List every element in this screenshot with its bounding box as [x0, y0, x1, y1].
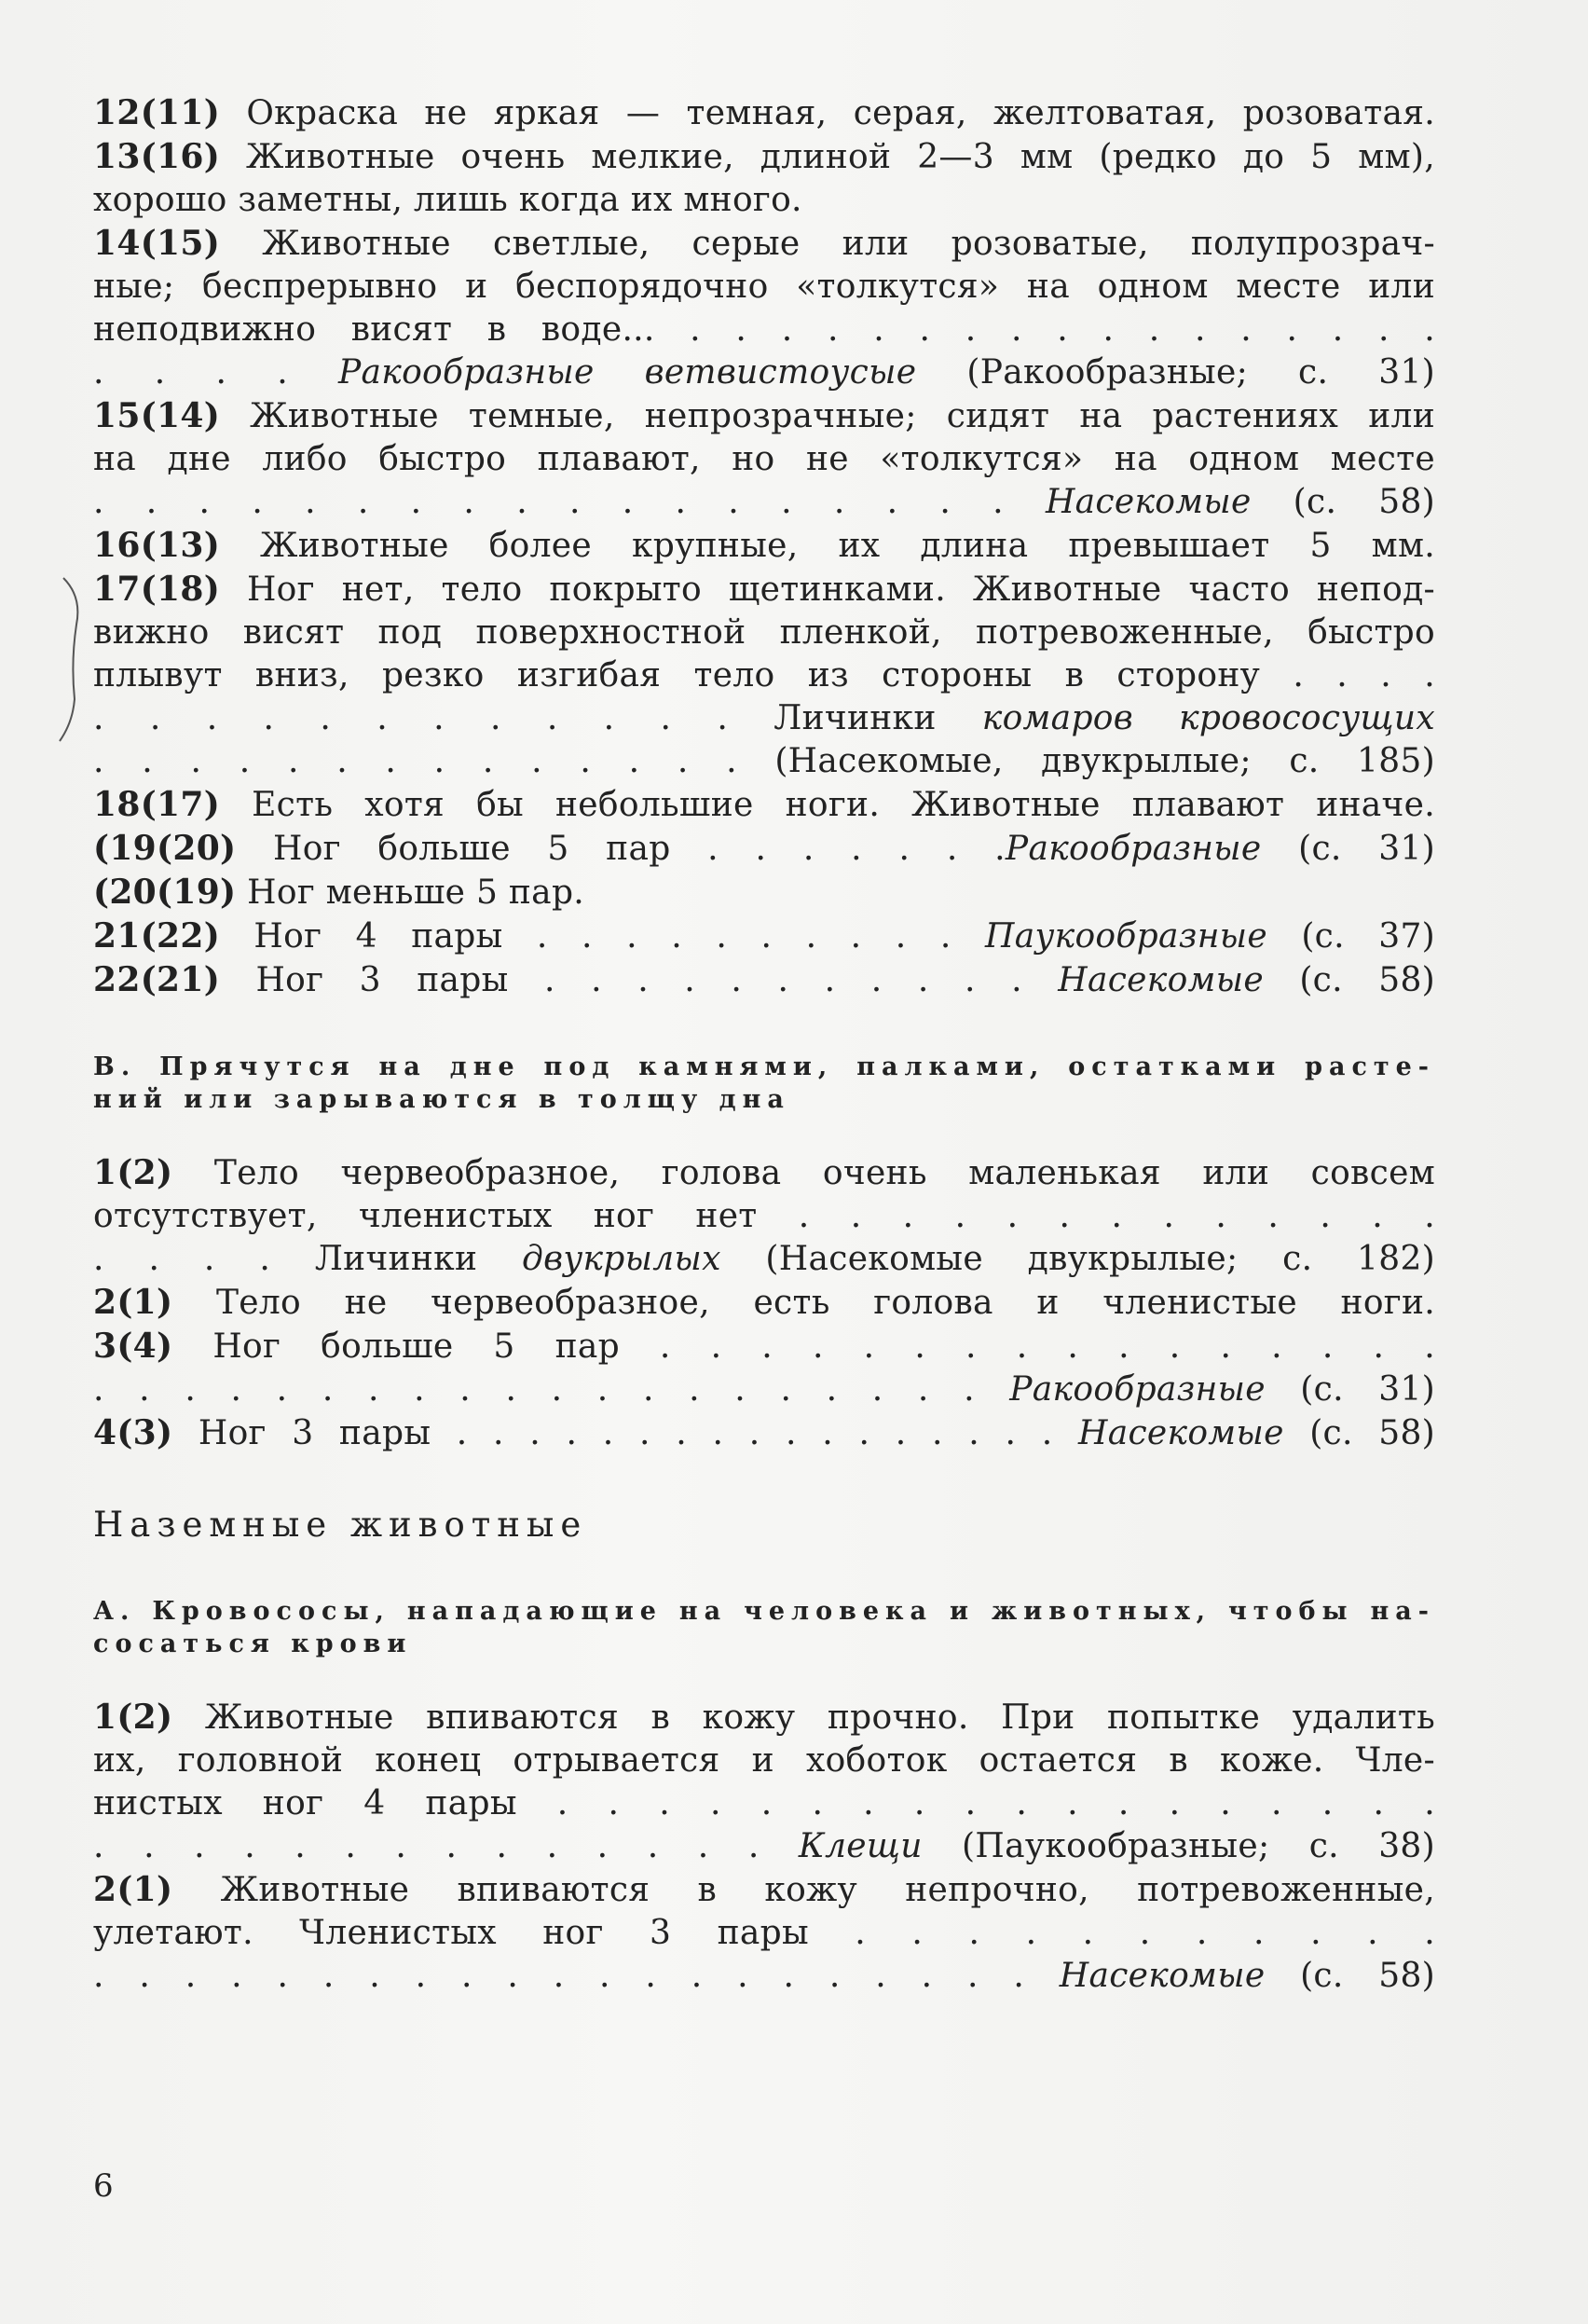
key-line: 18(17) Есть хотя бы небольшие ноги. Животные плавают иначе. [93, 785, 1435, 824]
section-title: В. Прячутся на дне под камнями, палками, остатками расте- [93, 1052, 1435, 1081]
key-line: 22(21) Ног 3 пары . . . . . . . . . . . Насекомые (с. 58) [93, 960, 1435, 999]
key-line: . . . . Ракообразные ветвистоусые (Ракообразные; с. 31) [93, 353, 1435, 392]
key-block-continued [93, 91, 1435, 1002]
key-line: . . . . . . . . . . . . . . Клещи (Паукообразные; с. 38) [93, 1827, 1435, 1865]
key-line: вижно висят под поверхностной пленкой, потревоженные, быстро [93, 613, 1435, 652]
key-line: 21(22) Ног 4 пары . . . . . . . . . . Паукообразные (с. 37) [93, 916, 1435, 956]
key-line: 4(3) Ног 3 пары . . . . . . . . . . . . . . . . . Насекомые (с. 58) [93, 1413, 1435, 1452]
key-line: хорошо заметны, лишь когда их много. [93, 181, 802, 219]
section-a-bloodsuckers [93, 1595, 1435, 1998]
key-line: 2(1) Животные впиваются в кожу непрочно, потревоженные, [93, 1870, 1435, 1909]
key-line: ные; беспрерывно и беспорядочно «толкутся» на одном месте или [93, 268, 1435, 306]
section-heading-land-animals: Наземные животные [93, 1505, 588, 1545]
section-title: ний или зарываются в толщу дна [93, 1085, 790, 1114]
key-line: . . . . . . . . . . . . . . . . . . Насекомые (с. 58) [93, 483, 1435, 521]
key-line: 16(13) Животные более крупные, их длина превышает 5 мм. [93, 526, 1435, 565]
key-line: . . . . . . . . . . . . . . . . . . . . Ракообразные (с. 31) [93, 1370, 1435, 1409]
key-line: 1(2) Животные впиваются в кожу прочно. При попытке удалить [93, 1698, 1435, 1737]
key-line: неподвижно висят в воде... . . . . . . . . . . . . . . . . . [93, 310, 1435, 349]
key-line: 3(4) Ног больше 5 пар . . . . . . . . . . . . . . . . [93, 1327, 1435, 1366]
key-line: 14(15) Животные светлые, серые или розоватые, полупрозрач- [93, 224, 1435, 263]
key-line: нистых ног 4 пары . . . . . . . . . . . . . . . . . . [93, 1784, 1435, 1822]
key-line: улетают. Членистых ног 3 пары . . . . . . . . . . . [93, 1914, 1435, 1952]
key-line: 15(14) Животные темные, непрозрачные; сидят на растениях или [93, 396, 1435, 435]
key-line: . . . . Личинки двукрылых (Насекомые двукрылые; с. 182) [93, 1240, 1435, 1278]
key-line: (19(20) Ног больше 5 пар . . . . . . .Ракообразные (с. 31) [93, 829, 1435, 868]
section-title: сосаться крови [93, 1630, 413, 1658]
page-content [93, 91, 1435, 1998]
key-line: . . . . . . . . . . . . . . (Насекомые, двукрылые; с. 185) [93, 742, 1435, 780]
key-line: их, головной конец отрывается и хоботок остается в коже. Чле- [93, 1741, 1435, 1780]
section-b [93, 1051, 1435, 1455]
key-line: отсутствует, членистых ног нет . . . . . . . . . . . . . [93, 1197, 1435, 1235]
section-title: А. Кровососы, нападающие на человека и животных, чтобы на- [93, 1597, 1435, 1626]
key-line: (20(19) Ног меньше 5 пар. [93, 873, 585, 912]
key-line: 12(11) Окраска не яркая — темная, серая, желтоватая, розоватая. [93, 93, 1435, 132]
page-number: 6 [93, 2167, 114, 2205]
key-line: 13(16) Животные очень мелкие, длиной 2—3 мм (редко до 5 мм), [93, 137, 1435, 176]
key-line: . . . . . . . . . . . . Личинки комаров кровососущих [93, 699, 1435, 737]
key-line: 2(1) Тело не червеобразное, есть голова и членистые ноги. [93, 1283, 1435, 1322]
key-line: . . . . . . . . . . . . . . . . . . . . . Насекомые (с. 58) [93, 1957, 1435, 1995]
key-line: 1(2) Тело червеобразное, голова очень маленькая или совсем [93, 1153, 1435, 1192]
key-line: 17(18) Ног нет, тело покрыто щетинками. Животные часто непод- [93, 570, 1435, 609]
key-line: плывут вниз, резко изгибая тело из стороны в сторону . . . . [93, 656, 1435, 694]
key-line: на дне либо быстро плавают, но не «толкутся» на одном месте [93, 440, 1435, 478]
